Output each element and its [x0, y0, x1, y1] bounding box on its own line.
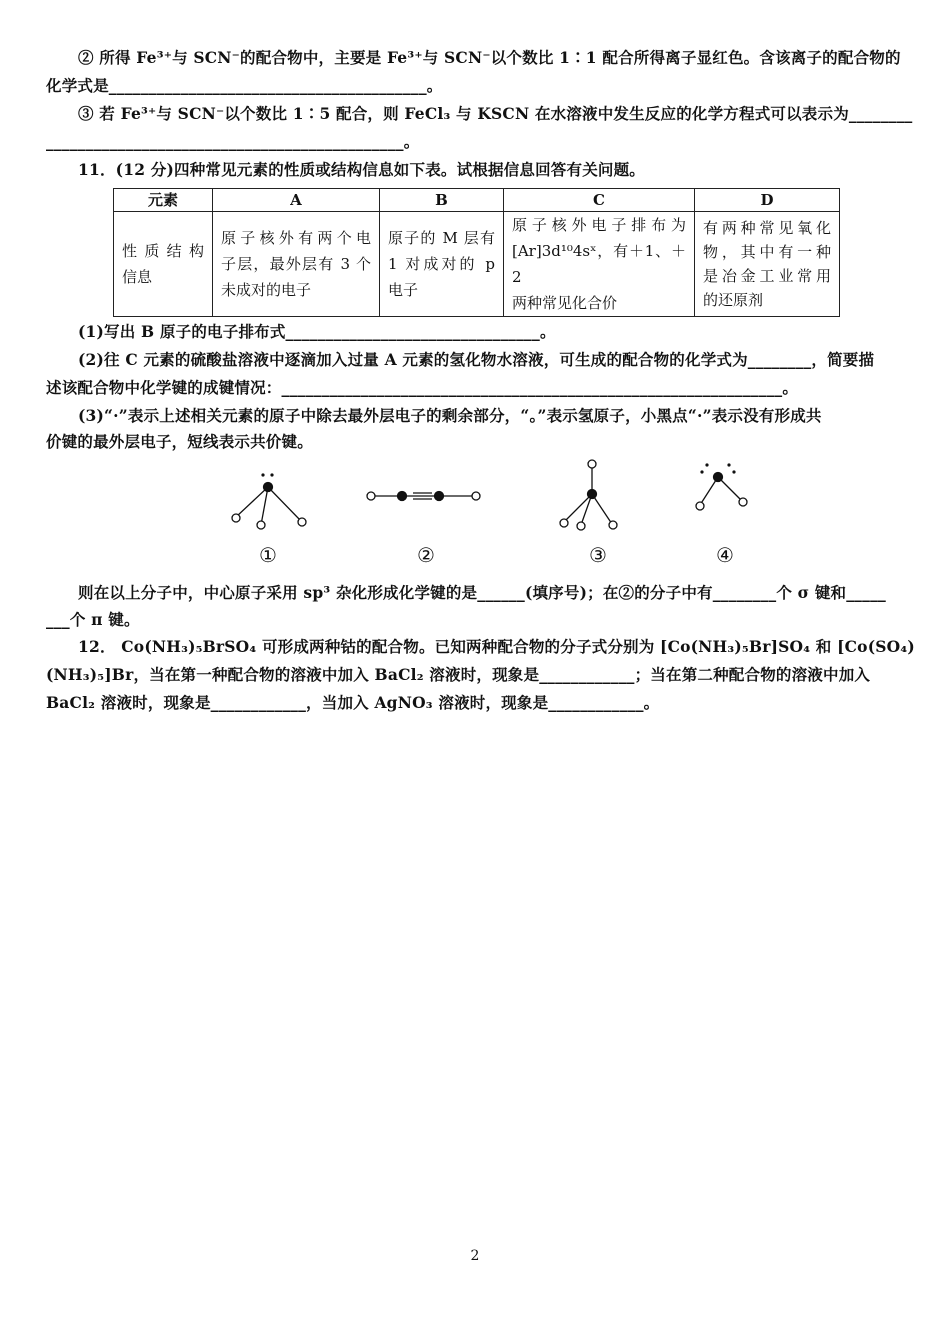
cell-line: 物，其中有一种 [703, 243, 831, 261]
cell-line: 电子 [388, 281, 419, 299]
label-1: ① [259, 543, 277, 567]
q11-part1: (1)写出 B 原子的电子排布式________________________________。 [78, 322, 556, 341]
q11-part3-line2: 价键的最外层电子，短线表示共价键。 [46, 432, 313, 451]
cell-line: 1 对成对的 p [388, 255, 495, 273]
molecule-diagrams [0, 455, 950, 575]
element-info-table [113, 188, 840, 317]
q10-part3-line2: _____________________________________________。 [46, 132, 420, 151]
q11-part2-line1: (2)往 C 元素的硫酸盐溶液中逐滴加入过量 A 元素的氢化物水溶液，可生成的配合物的化学式为________，简要描 [78, 350, 875, 369]
molecule-3 [560, 460, 617, 530]
label-4: ④ [716, 543, 734, 567]
header-cell-d: D [695, 189, 840, 212]
header-cell-element: 元素 [114, 189, 213, 212]
cell-a [213, 212, 380, 317]
cell-d [695, 212, 840, 317]
q11-part3-question-line2: ___个 π 键。 [46, 610, 140, 629]
cell-c [504, 212, 695, 317]
cell-line: 子层，最外层有 3 个 [221, 255, 371, 273]
cell-line: 的还原剂 [703, 291, 764, 309]
molecule-2 [367, 492, 480, 501]
label-2: ② [417, 543, 435, 567]
q10-part2-line1: ② 所得 Fe³⁺与 SCN⁻的配合物中，主要是 Fe³⁺与 SCN⁻以个数比 1∶1 配合所得离子显红色。含该离子的配合物的 [78, 48, 901, 67]
q11-part3-question-line1: 则在以上分子中，中心原子采用 sp³ 杂化形成化学键的是______(填序号)；在②的分子中有________个 σ 键和_____ [78, 583, 886, 602]
header-cell-c: C [504, 189, 695, 212]
q12-line3: BaCl₂ 溶液时，现象是____________，当加入 AgNO₃ 溶液时，现象是____________。 [46, 693, 660, 712]
cell-line: 原子的 M 层有 [388, 229, 495, 247]
table-info-row [114, 212, 840, 317]
row-label-line: 性 质 结 构 [122, 242, 204, 260]
molecule-1 [232, 473, 306, 529]
q11-part3-line1: (3)“·”表示上述相关元素的原子中除去最外层电子的剩余部分，“。”表示氢原子，小黑点“·”表示没有形成共 [78, 406, 822, 425]
cell-line: 是冶金工业常用 [703, 267, 831, 285]
label-3: ③ [589, 543, 607, 567]
cell-line: 有两种常见氧化 [703, 219, 831, 237]
q11-part2-line2: 述该配合物中化学键的成键情况：_______________________________________________________________。 [46, 378, 799, 397]
q10-part2-line2: 化学式是________________________________________。 [46, 76, 443, 95]
cell-line: 未成对的电子 [221, 281, 312, 299]
cell-line: 原子核外有两个电 [221, 229, 371, 247]
page-number: 2 [470, 1248, 480, 1264]
table-header-row [114, 189, 840, 212]
row-label-cell [114, 212, 213, 317]
header-cell-a: A [213, 189, 380, 212]
cell-line: 两种常见化合价 [512, 294, 618, 312]
header-cell-b: B [380, 189, 504, 212]
q12-line2: (NH₃)₅]Br，当在第一种配合物的溶液中加入 BaCl₂ 溶液时，现象是____________；当在第二种配合物的溶液中加入 [46, 665, 871, 684]
cell-line: [Ar]3d¹⁰4sˣ，有＋1、＋2 [512, 242, 686, 286]
molecule-4 [696, 463, 747, 510]
cell-b [380, 212, 504, 317]
cell-line: 原子核外电子排布为 [512, 216, 686, 234]
q12-line1: 12． Co(NH₃)₅BrSO₄ 可形成两种钴的配合物。已知两种配合物的分子式分别为 [Co(NH₃)₅Br]SO₄ 和 [Co(SO₄) [78, 637, 915, 656]
q10-part3-line1: ③ 若 Fe³⁺与 SCN⁻以个数比 1∶5 配合，则 FeCl₃ 与 KSCN 在水溶液中发生反应的化学方程式可以表示为________ [78, 104, 913, 123]
row-label-line: 信息 [122, 268, 153, 286]
q11-intro: 11．(12 分)四种常见元素的性质或结构信息如下表。试根据信息回答有关问题。 [78, 160, 646, 179]
